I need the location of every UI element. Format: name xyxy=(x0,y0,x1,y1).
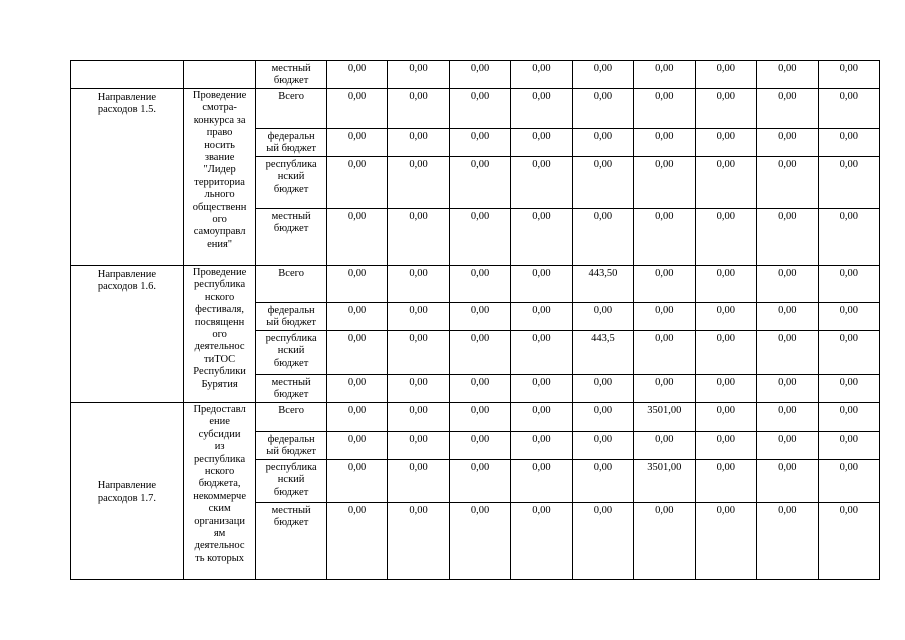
value-cell: 0,00 xyxy=(511,157,572,209)
budget-table-body xyxy=(71,61,880,580)
value-cell: 0,00 xyxy=(818,432,880,460)
value-cell: 0,00 xyxy=(572,503,633,580)
value-cell: 0,00 xyxy=(326,266,387,303)
value-cell: 0,00 xyxy=(818,89,880,129)
value-cell: 0,00 xyxy=(757,460,818,503)
value-cell: 0,00 xyxy=(326,89,387,129)
value-cell: 0,00 xyxy=(449,503,510,580)
value-cell: 0,00 xyxy=(449,460,510,503)
value-cell: 0,00 xyxy=(511,266,572,303)
value-cell: 0,00 xyxy=(695,331,756,375)
value-cell: 0,00 xyxy=(388,403,449,432)
value-cell: 0,00 xyxy=(388,61,449,89)
value-cell: 0,00 xyxy=(572,375,633,403)
value-cell: 0,00 xyxy=(511,375,572,403)
value-cell: 0,00 xyxy=(572,403,633,432)
value-cell: 0,00 xyxy=(511,303,572,331)
value-cell: 0,00 xyxy=(695,432,756,460)
value-cell: 0,00 xyxy=(757,375,818,403)
value-cell: 0,00 xyxy=(449,375,510,403)
table-row xyxy=(71,61,880,89)
value-cell: 0,00 xyxy=(388,303,449,331)
value-cell: 0,00 xyxy=(695,157,756,209)
value-cell: 0,00 xyxy=(634,61,695,89)
value-cell: 0,00 xyxy=(388,432,449,460)
value-cell: 0,00 xyxy=(511,61,572,89)
value-cell: 0,00 xyxy=(695,503,756,580)
value-cell: 0,00 xyxy=(572,303,633,331)
value-cell: 0,00 xyxy=(511,460,572,503)
source-cell: федеральн ый бюджет xyxy=(256,303,327,331)
table-row xyxy=(71,266,880,303)
value-cell: 0,00 xyxy=(695,129,756,157)
value-cell: 0,00 xyxy=(757,89,818,129)
value-cell: 0,00 xyxy=(572,460,633,503)
value-cell: 0,00 xyxy=(572,157,633,209)
value-cell: 0,00 xyxy=(449,89,510,129)
source-cell: местный бюджет xyxy=(256,375,327,403)
value-cell: 0,00 xyxy=(695,266,756,303)
value-cell: 0,00 xyxy=(388,157,449,209)
value-cell: 0,00 xyxy=(326,375,387,403)
value-cell: 0,00 xyxy=(818,209,880,266)
value-cell: 0,00 xyxy=(757,432,818,460)
value-cell: 0,00 xyxy=(388,375,449,403)
name-cell: Проведение республика нского фестиваля, посвященн ого деятельнос тиТОС Республики Бурятия xyxy=(183,266,256,403)
value-cell: 0,00 xyxy=(449,209,510,266)
source-cell: федеральн ый бюджет xyxy=(256,432,327,460)
name-cell: Проведение смотра- конкурса за право носить звание "Лидер территориа льного общественн ого самоуправл ения" xyxy=(183,89,256,266)
value-cell: 0,00 xyxy=(757,61,818,89)
value-cell: 0,00 xyxy=(388,129,449,157)
value-cell: 0,00 xyxy=(572,209,633,266)
value-cell: 0,00 xyxy=(388,89,449,129)
value-cell: 0,00 xyxy=(572,129,633,157)
value-cell: 0,00 xyxy=(695,89,756,129)
value-cell: 0,00 xyxy=(388,331,449,375)
value-cell: 0,00 xyxy=(634,375,695,403)
value-cell: 0,00 xyxy=(511,403,572,432)
value-cell: 0,00 xyxy=(634,157,695,209)
value-cell: 0,00 xyxy=(757,331,818,375)
value-cell: 3501,00 xyxy=(634,460,695,503)
source-cell: местный бюджет xyxy=(256,503,327,580)
value-cell: 0,00 xyxy=(695,209,756,266)
value-cell: 0,00 xyxy=(634,89,695,129)
value-cell: 0,00 xyxy=(326,157,387,209)
direction-cell: Направление расходов 1.6. xyxy=(71,266,184,403)
source-cell: республика нский бюджет xyxy=(256,460,327,503)
value-cell: 0,00 xyxy=(757,303,818,331)
value-cell: 0,00 xyxy=(511,331,572,375)
value-cell: 0,00 xyxy=(449,61,510,89)
direction-cell xyxy=(71,61,184,89)
value-cell: 443,50 xyxy=(572,266,633,303)
budget-table xyxy=(70,60,880,580)
value-cell: 0,00 xyxy=(388,266,449,303)
value-cell: 0,00 xyxy=(757,503,818,580)
value-cell: 0,00 xyxy=(449,403,510,432)
value-cell: 0,00 xyxy=(326,403,387,432)
value-cell: 0,00 xyxy=(326,61,387,89)
value-cell: 0,00 xyxy=(634,303,695,331)
value-cell: 0,00 xyxy=(634,432,695,460)
value-cell: 0,00 xyxy=(572,432,633,460)
source-cell: местный бюджет xyxy=(256,61,327,89)
source-cell: Всего xyxy=(256,89,327,129)
value-cell: 0,00 xyxy=(326,331,387,375)
source-cell: Всего xyxy=(256,266,327,303)
source-cell: Всего xyxy=(256,403,327,432)
value-cell: 0,00 xyxy=(757,209,818,266)
value-cell: 0,00 xyxy=(511,503,572,580)
value-cell: 0,00 xyxy=(695,403,756,432)
value-cell: 0,00 xyxy=(818,503,880,580)
value-cell: 0,00 xyxy=(818,129,880,157)
value-cell: 0,00 xyxy=(326,303,387,331)
value-cell: 0,00 xyxy=(326,503,387,580)
value-cell: 0,00 xyxy=(449,331,510,375)
value-cell: 0,00 xyxy=(818,331,880,375)
table-row xyxy=(71,403,880,432)
value-cell: 0,00 xyxy=(326,432,387,460)
value-cell: 0,00 xyxy=(695,460,756,503)
value-cell: 0,00 xyxy=(818,460,880,503)
value-cell: 0,00 xyxy=(326,129,387,157)
value-cell: 0,00 xyxy=(449,432,510,460)
value-cell: 0,00 xyxy=(757,129,818,157)
direction-cell: Направление расходов 1.5. xyxy=(71,89,184,266)
value-cell: 0,00 xyxy=(511,209,572,266)
value-cell: 0,00 xyxy=(572,61,633,89)
value-cell: 0,00 xyxy=(634,503,695,580)
value-cell: 0,00 xyxy=(695,61,756,89)
value-cell: 0,00 xyxy=(818,61,880,89)
value-cell: 0,00 xyxy=(757,157,818,209)
value-cell: 0,00 xyxy=(511,129,572,157)
value-cell: 0,00 xyxy=(511,89,572,129)
source-cell: местный бюджет xyxy=(256,209,327,266)
value-cell: 0,00 xyxy=(757,403,818,432)
value-cell: 0,00 xyxy=(695,303,756,331)
value-cell: 0,00 xyxy=(818,157,880,209)
value-cell: 0,00 xyxy=(449,157,510,209)
value-cell: 0,00 xyxy=(572,89,633,129)
value-cell: 0,00 xyxy=(634,129,695,157)
value-cell: 0,00 xyxy=(818,266,880,303)
value-cell: 0,00 xyxy=(757,266,818,303)
value-cell: 0,00 xyxy=(818,303,880,331)
value-cell: 0,00 xyxy=(449,129,510,157)
value-cell: 0,00 xyxy=(695,375,756,403)
value-cell: 0,00 xyxy=(449,303,510,331)
table-row xyxy=(71,89,880,129)
value-cell: 0,00 xyxy=(634,266,695,303)
value-cell: 443,5 xyxy=(572,331,633,375)
source-cell: республика нский бюджет xyxy=(256,331,327,375)
value-cell: 0,00 xyxy=(388,460,449,503)
name-cell xyxy=(183,61,256,89)
value-cell: 0,00 xyxy=(388,503,449,580)
value-cell: 0,00 xyxy=(634,209,695,266)
source-cell: республика нский бюджет xyxy=(256,157,327,209)
name-cell: Предоставл ение субсидии из республика нского бюджета, некоммерче ским организаци ям деятельнос ть которых xyxy=(183,403,256,580)
value-cell: 0,00 xyxy=(634,331,695,375)
value-cell: 0,00 xyxy=(818,403,880,432)
value-cell: 0,00 xyxy=(511,432,572,460)
document-page xyxy=(70,60,880,580)
value-cell: 3501,00 xyxy=(634,403,695,432)
source-cell: федеральн ый бюджет xyxy=(256,129,327,157)
value-cell: 0,00 xyxy=(326,209,387,266)
value-cell: 0,00 xyxy=(818,375,880,403)
direction-cell: Направление расходов 1.7. xyxy=(71,403,184,580)
value-cell: 0,00 xyxy=(449,266,510,303)
value-cell: 0,00 xyxy=(388,209,449,266)
value-cell: 0,00 xyxy=(326,460,387,503)
